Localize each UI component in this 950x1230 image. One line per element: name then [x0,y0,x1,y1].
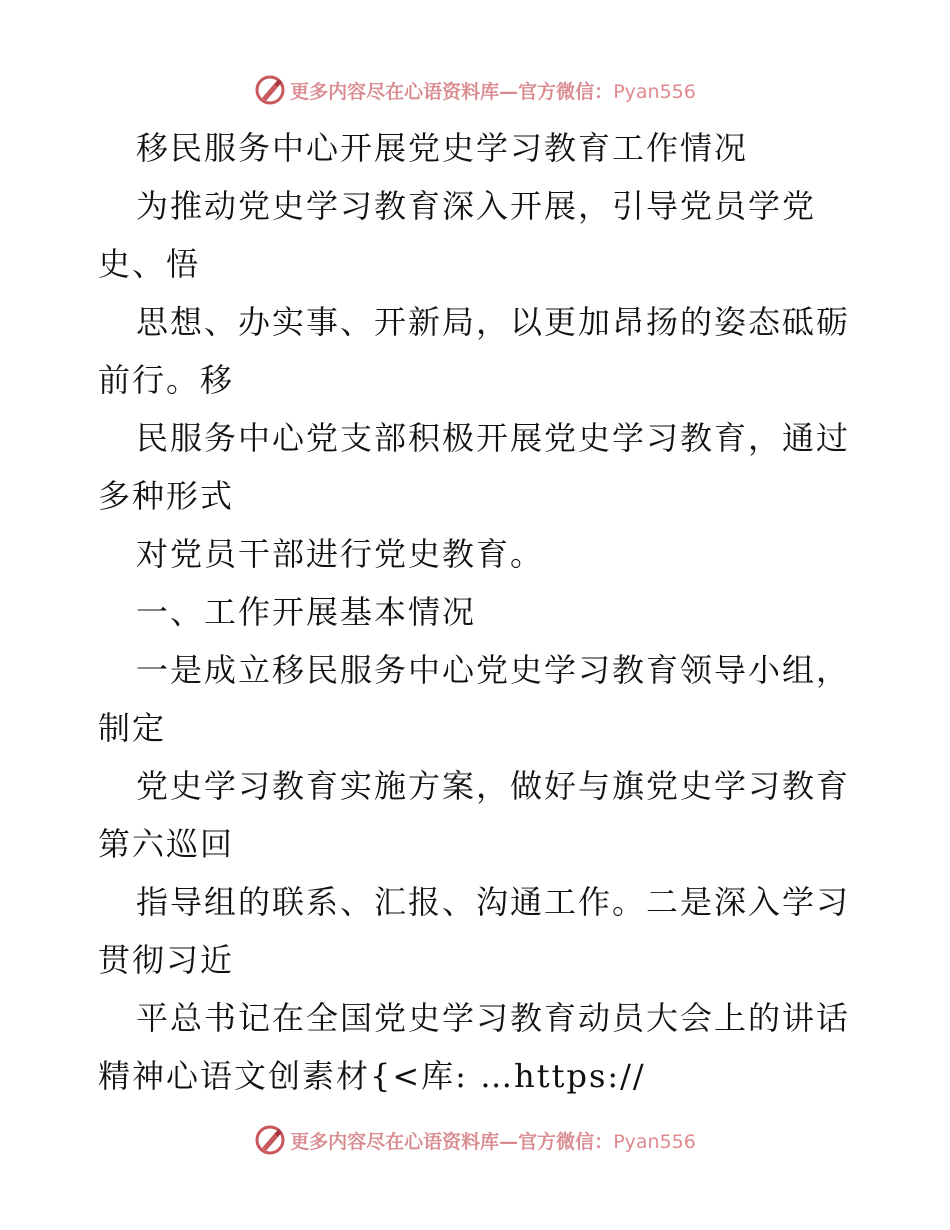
text-line: 移民服务中心开展党史学习教育工作情况 [136,129,749,167]
text-line: 制定 [98,709,167,747]
text-line: 前行。移 [98,361,235,399]
text-line: 民服务中心党支部积极开展党史学习教育，通过 [136,419,851,457]
text-line: 指导组的联系、汇报、沟通工作。二是深入学习 [136,883,851,921]
text-line: 一是成立移民服务中心党史学习教育领导小组， [136,651,851,689]
text-line: 对党员干部进行党史教育。 [136,535,545,573]
watermark-banner-top [0,70,950,110]
text-line: 精神心语文创素材{<库: …https:// [98,1057,646,1095]
text-line: 史、悟 [98,245,201,283]
text-line: 党史学习教育实施方案，做好与旗党史学习教育 [136,767,851,805]
text-line: 贯彻习近 [98,941,235,979]
watermark-banner-bottom [0,1120,950,1160]
text-line: 第六巡回 [98,825,235,863]
pen-logo-icon [254,1124,286,1156]
text-line: 一、工作开展基本情况 [136,593,477,631]
text-line: 思想、办实事、开新局，以更加昂扬的姿态砥砺 [136,303,851,341]
pen-logo-icon [254,74,286,106]
text-line: 多种形式 [98,477,235,515]
text-line: 平总书记在全国党史学习教育动员大会上的讲话 [136,999,851,1037]
text-line: 为推动党史学习教育深入开展，引导党员学党 [136,187,817,225]
watermark-text: 更多内容尽在心语资料库—官方微信：Pyan556 [290,80,696,103]
watermark-text: 更多内容尽在心语资料库—官方微信：Pyan556 [290,1130,696,1153]
